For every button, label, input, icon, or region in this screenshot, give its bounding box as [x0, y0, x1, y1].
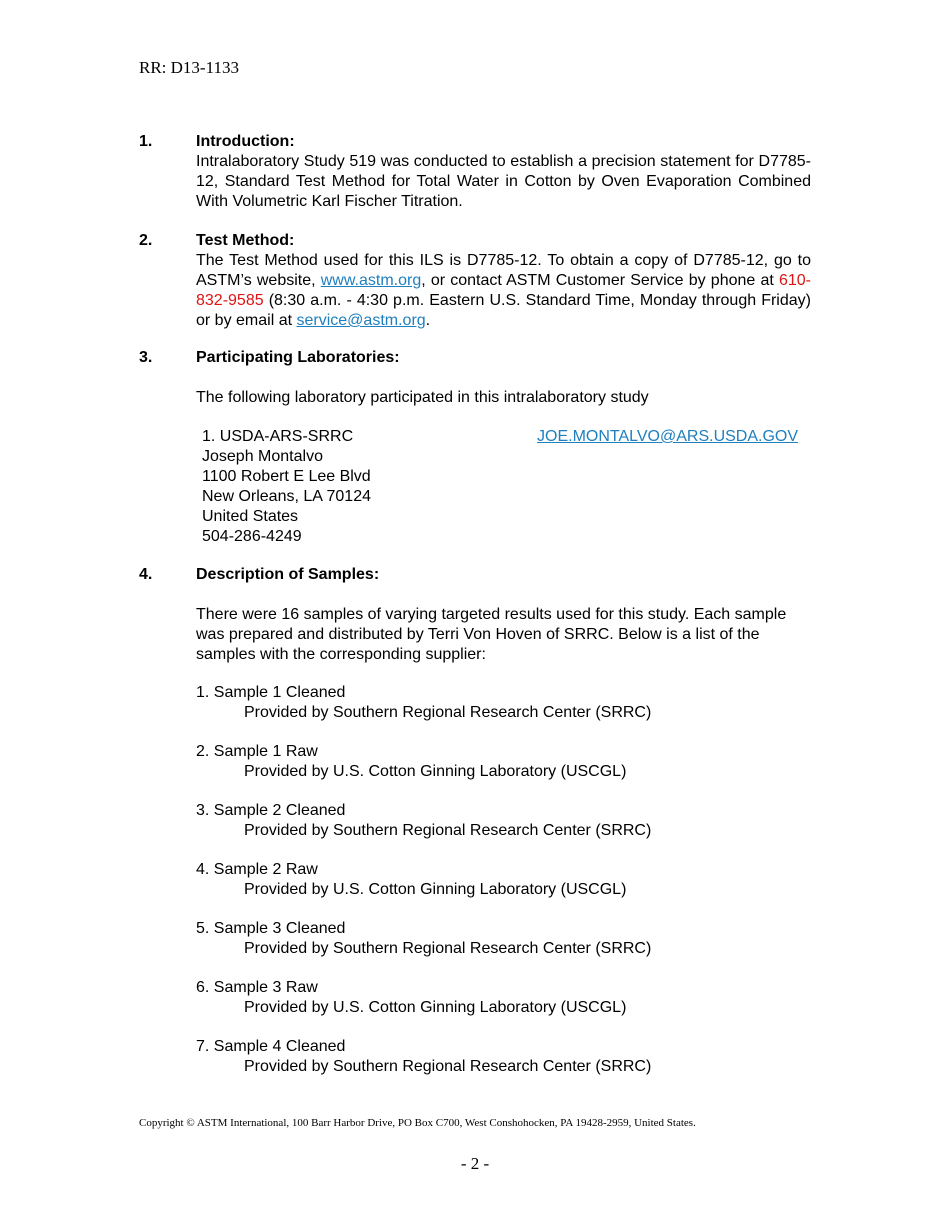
section-title: Description of Samples: — [196, 566, 380, 583]
lab-email-link[interactable]: JOE.MONTALVO@ARS.USDA.GOV — [537, 428, 799, 445]
text-part: . — [425, 312, 431, 329]
text-part: , or contact ASTM Customer Service by phone at — [421, 272, 774, 289]
sample-label: 5. Sample 3 Cleaned — [196, 920, 346, 937]
section-title: Participating Laboratories: — [196, 349, 400, 366]
section-sample-description — [139, 565, 811, 665]
list-item — [196, 742, 626, 782]
section-introduction — [139, 132, 811, 212]
section-test-method — [139, 231, 811, 331]
list-item — [196, 919, 651, 959]
lab-city-state: New Orleans, LA 70124 — [202, 488, 371, 505]
section-title: Test Method: — [196, 232, 295, 249]
section-text: Intralaboratory Study 519 was conducted to establish a precision statement for D7785-12, Standard Test Method for Total Water in Cotton by Oven Evaporation Combined With Volumetric Karl Fischer Titration. — [196, 153, 811, 210]
lab-contact: Joseph Montalvo — [202, 448, 323, 465]
sample-label: 4. Sample 2 Raw — [196, 861, 318, 878]
section-number: 3. — [139, 349, 153, 366]
sample-label: 1. Sample 1 Cleaned — [196, 684, 346, 701]
astm-website-link[interactable]: www.astm.org — [320, 272, 422, 289]
page-number: - 2 - — [460, 1154, 490, 1173]
text-part: (8:30 a.m. - 4:30 p.m. Eastern U.S. Standard Time, Monday through Friday) or by email at — [196, 292, 811, 329]
sample-provider: Provided by U.S. Cotton Ginning Laboratory (USCGL) — [244, 763, 627, 780]
lab-country: United States — [202, 508, 299, 525]
lab-name: 1. USDA-ARS-SRRC — [202, 428, 354, 445]
laboratory-entry — [202, 427, 452, 547]
section-text: The following laboratory participated in this intralaboratory study — [196, 389, 649, 406]
sample-provider: Provided by Southern Regional Research Center (SRRC) — [244, 822, 652, 839]
text-part: The Test Method used for this ILS is D7785-12. To obtain a copy of D7785-12, go to ASTM’s website, — [196, 252, 811, 289]
sample-label: 3. Sample 2 Cleaned — [196, 802, 346, 819]
section-number: 4. — [139, 566, 153, 583]
section-participating-labs — [139, 348, 811, 408]
sample-provider: Provided by Southern Regional Research Center (SRRC) — [244, 704, 652, 721]
copyright-notice: Copyright © ASTM International, 100 Barr Harbor Drive, PO Box C700, West Conshohocken, PA 19428-2959, United States. — [139, 1117, 696, 1129]
section-text — [196, 251, 811, 331]
document-id: RR: D13-1133 — [139, 58, 239, 77]
list-item — [196, 860, 626, 900]
sample-label: 7. Sample 4 Cleaned — [196, 1038, 346, 1055]
sample-provider: Provided by U.S. Cotton Ginning Laboratory (USCGL) — [244, 999, 627, 1016]
customer-service-phone: 610-832-9585 — [196, 272, 811, 309]
section-text: There were 16 samples of varying targeted results used for this study. Each sample was prepared and distributed by Terri Von Hoven of SRRC. Below is a list of the samples with the corresponding supplier: — [196, 606, 787, 663]
sample-label: 6. Sample 3 Raw — [196, 979, 318, 996]
list-item — [196, 801, 651, 841]
sample-provider: Provided by Southern Regional Research Center (SRRC) — [244, 940, 652, 957]
sample-provider: Provided by Southern Regional Research Center (SRRC) — [244, 1058, 652, 1075]
section-number: 2. — [139, 232, 153, 249]
lab-address-line: 1100 Robert E Lee Blvd — [202, 468, 371, 485]
list-item — [196, 683, 651, 723]
section-title: Introduction: — [196, 133, 295, 150]
sample-label: 2. Sample 1 Raw — [196, 743, 318, 760]
list-item — [196, 1037, 651, 1077]
list-item — [196, 978, 626, 1018]
sample-provider: Provided by U.S. Cotton Ginning Laboratory (USCGL) — [244, 881, 627, 898]
service-email-link[interactable]: service@astm.org — [296, 312, 426, 329]
lab-phone: 504-286-4249 — [202, 528, 302, 545]
section-number: 1. — [139, 133, 153, 150]
